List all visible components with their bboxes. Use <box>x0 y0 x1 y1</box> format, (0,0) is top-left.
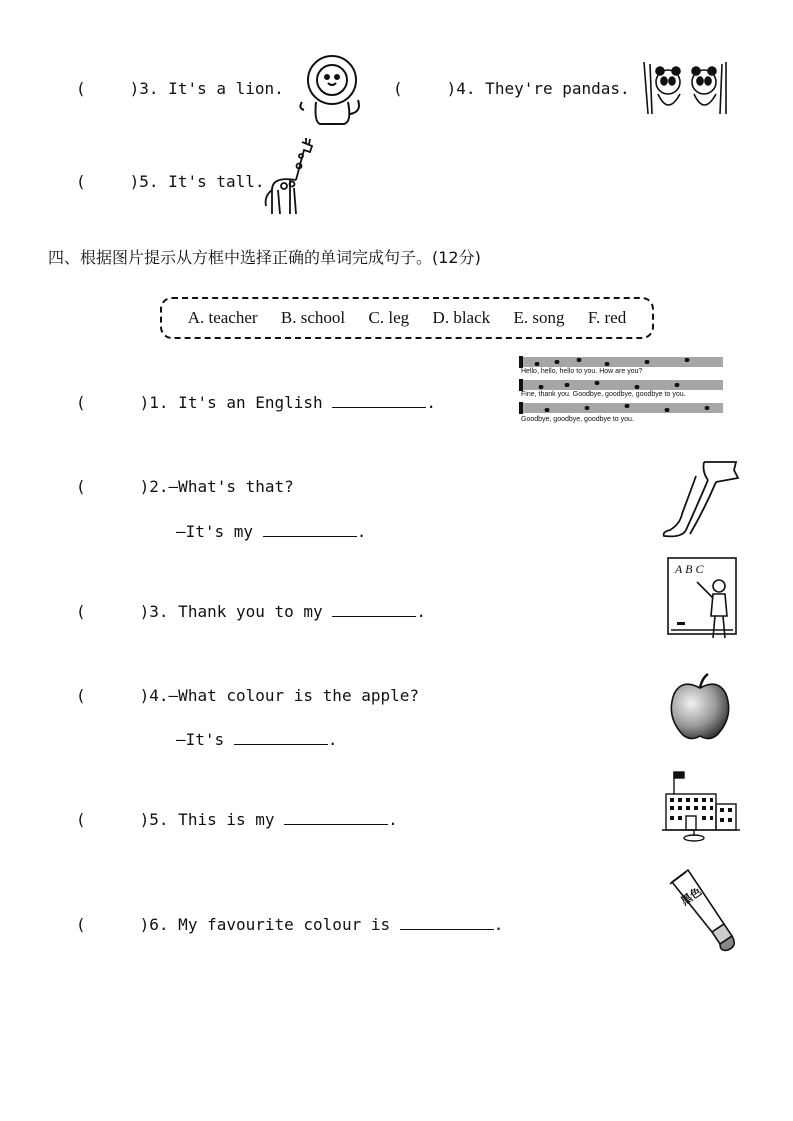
answer-paren-close: ) <box>139 477 150 496</box>
answer-paren-close: ) <box>129 172 140 191</box>
period: . <box>416 602 426 621</box>
sentence-text: 3. It's a lion. <box>139 79 284 98</box>
option-a: A. teacher <box>187 308 258 327</box>
q3-5 <box>76 172 265 191</box>
pandas-icon <box>640 60 728 116</box>
answer-paren-open[interactable]: ( <box>76 393 86 412</box>
answer-paren-close: ) <box>129 79 140 98</box>
sentence-text: 1. It's an English <box>149 393 323 412</box>
giraffe-icon <box>262 136 322 218</box>
music-sheet-icon <box>517 356 725 428</box>
sentence-text: 3. Thank you to my <box>149 602 323 621</box>
q3-4 <box>393 79 630 98</box>
section-heading: 四、根据图片提示从方框中选择正确的单词完成句子。(12分) <box>48 248 481 267</box>
answer-paren-open[interactable]: ( <box>76 686 86 705</box>
sentence-text: 4. They're pandas. <box>456 79 630 98</box>
answer-paren-close: ) <box>446 79 457 98</box>
sentence-text: 4.—What colour is the apple? <box>149 686 419 705</box>
teacher-icon <box>667 556 739 640</box>
fill-blank[interactable] <box>263 522 357 537</box>
answer-paren-open[interactable]: ( <box>76 915 86 934</box>
sentence-text: 5. This is my <box>149 810 275 829</box>
word-bank <box>160 297 654 339</box>
apple-icon <box>668 672 732 742</box>
lion-icon <box>296 52 368 128</box>
option-b: B. school <box>280 308 346 327</box>
q4-3 <box>76 602 426 621</box>
period: . <box>493 915 504 934</box>
fill-blank[interactable] <box>332 602 416 617</box>
school-building-icon <box>660 770 742 842</box>
leg-icon <box>660 458 740 540</box>
period: . <box>356 522 367 541</box>
period: . <box>388 810 398 829</box>
q4-2-reply <box>176 522 366 541</box>
fill-blank[interactable] <box>400 915 494 930</box>
q4-5 <box>76 810 398 829</box>
fill-blank[interactable] <box>284 810 388 825</box>
q4-6 <box>76 915 503 934</box>
q4-2 <box>76 477 294 496</box>
fill-blank[interactable] <box>234 730 328 745</box>
option-f: F. red <box>587 308 627 327</box>
blackboard-letters: A B C <box>675 562 704 576</box>
answer-paren-open[interactable]: ( <box>393 79 403 98</box>
answer-paren-open[interactable]: ( <box>76 172 86 191</box>
answer-paren-open[interactable]: ( <box>76 602 86 621</box>
q3-3 <box>76 79 284 98</box>
period: . <box>327 730 338 749</box>
option-d: D. black <box>432 308 491 327</box>
sentence-text: 6. My favourite colour is <box>149 915 391 934</box>
answer-paren-open[interactable]: ( <box>76 79 86 98</box>
lyrics-line-2: Fine, thank you. Goodbye, goodbye, goodbye to you. <box>521 391 686 398</box>
answer-paren-close: ) <box>139 686 150 705</box>
q4-4-reply <box>176 730 337 749</box>
lyrics-line-3: Goodbye, goodbye, goodbye to you. <box>521 416 634 423</box>
period: . <box>426 393 436 412</box>
sentence-text: 5. It's tall. <box>139 172 265 191</box>
reply-text: —It's <box>176 730 225 749</box>
paint-label: 黑色 <box>678 884 705 908</box>
answer-paren-close: ) <box>139 393 150 412</box>
answer-paren-open[interactable]: ( <box>76 810 86 829</box>
reply-text: —It's my <box>176 522 254 541</box>
answer-paren-open[interactable]: ( <box>76 477 86 496</box>
sentence-text: 2.—What's that? <box>149 477 294 496</box>
option-e: E. song <box>513 308 565 327</box>
lyrics-line-1: Hello, hello, hello to you. How are you? <box>521 368 643 375</box>
paint-tube-icon <box>666 868 738 952</box>
answer-paren-close: ) <box>139 915 150 934</box>
option-c: C. leg <box>368 308 410 327</box>
answer-paren-close: ) <box>139 602 150 621</box>
answer-paren-close: ) <box>139 810 150 829</box>
q4-1 <box>76 393 436 412</box>
fill-blank[interactable] <box>332 393 426 408</box>
q4-4 <box>76 686 419 705</box>
